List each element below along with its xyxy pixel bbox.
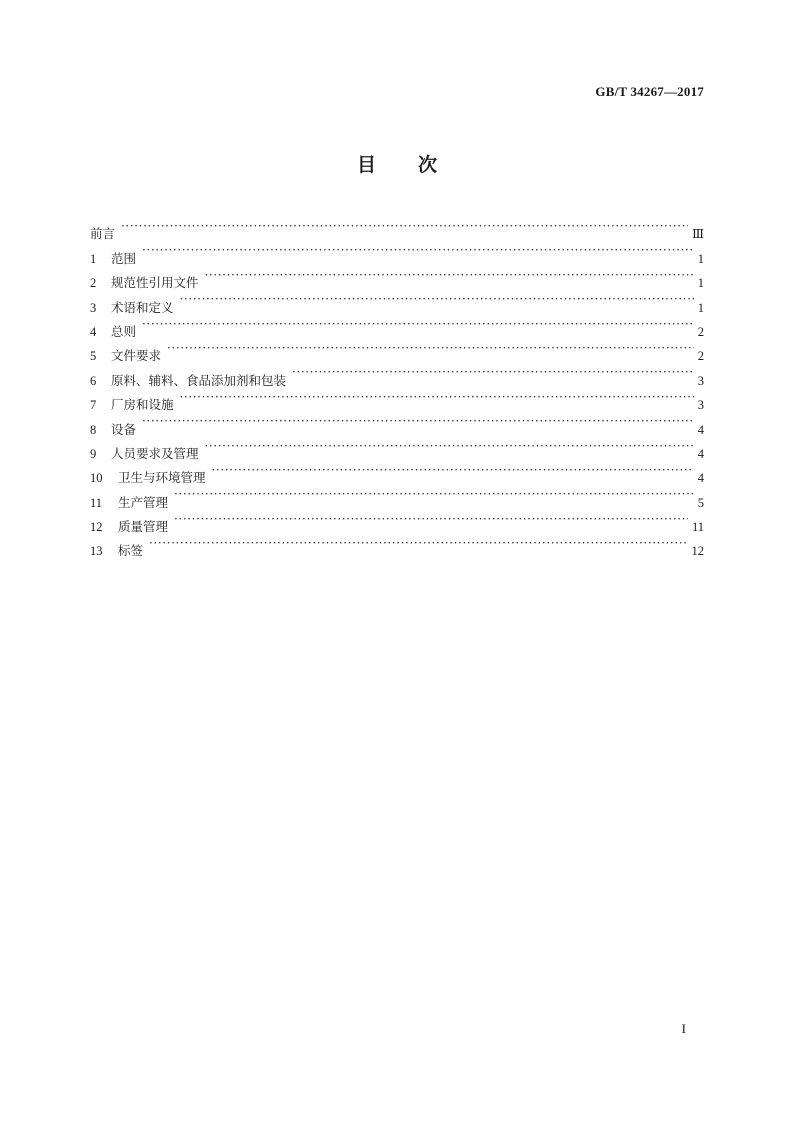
toc-entry-label: 卫生与环境管理: [118, 470, 206, 486]
toc-entry-label: 原料、辅料、食品添加剂和包装: [111, 372, 287, 388]
toc-entry-foreword[interactable]: [90, 214, 704, 242]
toc-entry-page: 1: [697, 276, 704, 291]
toc-leader-dots: [178, 385, 694, 409]
toc-entry-labeling[interactable]: [90, 531, 704, 559]
toc-entry-equipment[interactable]: [90, 409, 704, 437]
toc-leader-dots: [165, 336, 694, 360]
toc-entry-number: 9: [90, 446, 97, 461]
toc-entry-page: 4: [697, 422, 704, 437]
toc-entry-page: 5: [697, 495, 704, 510]
toc-entry-page: Ⅲ: [691, 227, 704, 242]
toc-title: 目次: [356, 154, 479, 176]
toc-entry-label: 人员要求及管理: [111, 445, 199, 461]
toc-entry-label: 厂房和设施: [111, 397, 174, 413]
toc-leader-dots: [140, 409, 694, 433]
toc-leader-dots: [203, 434, 694, 458]
toc-entry-label: 生产管理: [118, 494, 169, 510]
toc-entry-materials-packaging[interactable]: [90, 360, 704, 388]
toc-entry-page: 11: [691, 520, 704, 535]
toc-entry-label: 规范性引用文件: [111, 275, 199, 291]
toc-entry-label: 范围: [111, 250, 137, 266]
toc-entry-number: 11: [90, 495, 103, 510]
toc-leader-dots: [172, 482, 694, 506]
toc-entry-production[interactable]: [90, 482, 704, 510]
toc-entry-number: 13: [90, 544, 103, 559]
toc-entry-page: 3: [697, 373, 704, 388]
toc-leader-dots: [210, 458, 694, 482]
toc-entry-label: 设备: [111, 421, 137, 437]
toc-entry-page: 1: [697, 251, 704, 266]
toc-entry-page: 4: [697, 446, 704, 461]
toc-entry-number: 3: [90, 300, 97, 315]
toc-entry-page: 4: [697, 471, 704, 486]
toc-entry-page: 2: [697, 349, 704, 364]
toc-entry-page: 1: [697, 300, 704, 315]
toc-entry-number: 8: [90, 422, 97, 437]
toc-entry-label: 术语和定义: [111, 299, 174, 315]
toc-leader-dots: [203, 263, 694, 287]
toc-entry-number: 2: [90, 276, 97, 291]
toc-entry-personnel[interactable]: [90, 434, 704, 461]
toc-entry-premises-facilities[interactable]: [90, 385, 704, 413]
toc-entry-label: 质量管理: [118, 519, 169, 535]
toc-entry-scope[interactable]: [90, 238, 704, 266]
toc-entry-number: 5: [90, 349, 97, 364]
toc-entry-number: 10: [90, 471, 103, 486]
toc-entry-page: 2: [697, 324, 704, 339]
toc-entry-number: 12: [90, 520, 103, 535]
toc-entry-page: 12: [691, 544, 704, 559]
toc-entry-number: 6: [90, 373, 97, 388]
toc-entry-number: 1: [90, 251, 97, 266]
toc-entry-terms-definitions[interactable]: [90, 287, 704, 315]
toc-entry-label: 总则: [111, 323, 137, 339]
toc-leader-dots: [172, 507, 688, 531]
toc-entry-general[interactable]: [90, 312, 704, 339]
toc-entry-quality[interactable]: [90, 507, 704, 535]
page-number: I: [681, 1021, 686, 1036]
toc-entry-number: 7: [90, 398, 97, 413]
toc-entry-page: 3: [697, 398, 704, 413]
toc-leader-dots: [290, 360, 694, 384]
toc-leader-dots: [178, 287, 694, 311]
toc-leader-dots: [140, 238, 694, 262]
toc-leader-dots: [147, 531, 687, 555]
toc-entry-label: 标签: [118, 543, 144, 559]
toc-entry-label: 前言: [90, 226, 116, 242]
toc-leader-dots: [119, 214, 688, 238]
toc-list: [90, 214, 704, 559]
toc-entry-label: 文件要求: [111, 348, 162, 364]
standard-number: GB/T 34267—2017: [595, 84, 704, 99]
toc-entry-document-requirements[interactable]: [90, 336, 704, 364]
toc-entry-normative-references[interactable]: [90, 263, 704, 291]
toc-leader-dots: [140, 312, 694, 336]
toc-entry-number: 4: [90, 324, 97, 339]
